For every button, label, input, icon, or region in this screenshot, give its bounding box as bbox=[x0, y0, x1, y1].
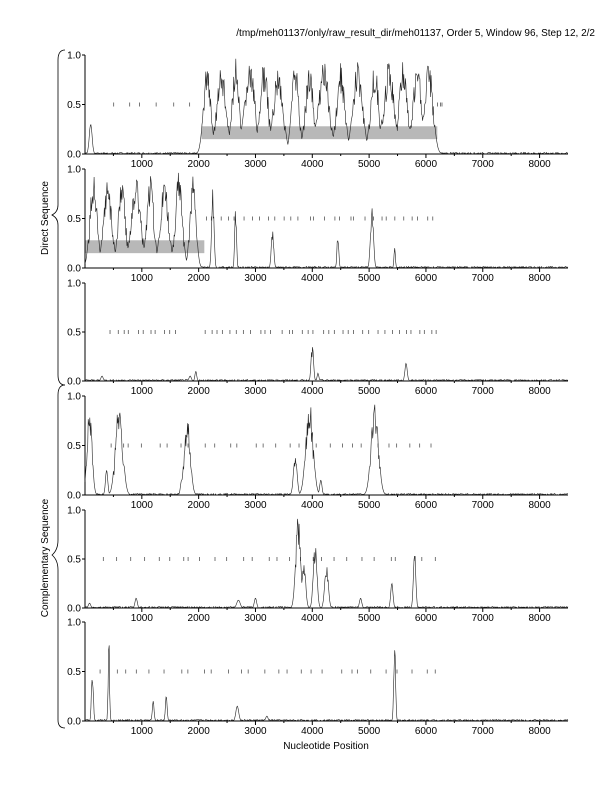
direct-sequence-label bbox=[40, 50, 65, 385]
x-tick-label: 4000 bbox=[301, 726, 324, 737]
y-tick-label: 0.5 bbox=[67, 667, 81, 678]
panels bbox=[67, 51, 568, 738]
x-tick-label: 6000 bbox=[414, 500, 438, 511]
x-tick-label: 5000 bbox=[357, 726, 381, 737]
probability-trace bbox=[85, 405, 568, 495]
x-tick-label: 4000 bbox=[301, 386, 324, 397]
probability-trace bbox=[85, 645, 568, 721]
x-tick-label: 3000 bbox=[244, 500, 267, 511]
y-tick-label: 1.0 bbox=[67, 278, 81, 290]
highlight-band bbox=[201, 126, 437, 139]
probability-trace bbox=[85, 347, 568, 381]
y-tick-label: 0.5 bbox=[67, 214, 81, 225]
y-tick-label: 1.0 bbox=[67, 505, 81, 517]
x-tick-label: 1000 bbox=[130, 159, 153, 170]
x-tick-label: 5000 bbox=[357, 273, 381, 284]
x-tick-label: 2000 bbox=[187, 613, 210, 624]
probability-trace bbox=[85, 519, 568, 608]
x-tick-label: 8000 bbox=[528, 500, 551, 511]
y-tick-label: 1.0 bbox=[67, 617, 81, 629]
x-axis-label: Nucleotide Position bbox=[283, 741, 369, 752]
x-tick-label: 3000 bbox=[244, 726, 267, 737]
x-tick-label: 1000 bbox=[130, 613, 153, 624]
panel-6 bbox=[67, 618, 568, 738]
x-tick-label: 5000 bbox=[357, 500, 381, 511]
probability-trace bbox=[85, 59, 568, 154]
x-tick-label: 2000 bbox=[187, 500, 210, 511]
figure-title: /tmp/meh01137/only/raw_result_dir/meh01137, Order 5, Window 96, Step 12, 2/2 bbox=[236, 28, 595, 39]
y-tick-label: 0.0 bbox=[67, 603, 81, 615]
panel-4 bbox=[67, 392, 568, 512]
y-tick-label: 1.0 bbox=[67, 50, 81, 62]
x-tick-label: 1000 bbox=[130, 500, 153, 511]
y-tick-label: 0.5 bbox=[67, 100, 81, 111]
x-tick-label: 8000 bbox=[528, 613, 551, 624]
x-tick-label: 7000 bbox=[471, 273, 494, 284]
x-tick-label: 7000 bbox=[471, 386, 494, 397]
x-tick-label: 6000 bbox=[414, 386, 438, 397]
x-tick-label: 5000 bbox=[357, 159, 381, 170]
y-tick-label: 0.0 bbox=[67, 490, 81, 502]
x-tick-label: 8000 bbox=[528, 273, 551, 284]
x-tick-label: 1000 bbox=[130, 386, 153, 397]
y-tick-label: 0.0 bbox=[67, 263, 81, 275]
x-tick-label: 2000 bbox=[187, 273, 210, 284]
probability-trace bbox=[85, 173, 568, 268]
x-tick-label: 1000 bbox=[130, 273, 153, 284]
x-tick-label: 4000 bbox=[301, 159, 324, 170]
x-tick-label: 2000 bbox=[187, 159, 210, 170]
x-tick-label: 3000 bbox=[244, 159, 267, 170]
x-tick-label: 8000 bbox=[528, 159, 551, 170]
panel-5 bbox=[67, 506, 568, 625]
x-tick-label: 5000 bbox=[357, 613, 381, 624]
x-tick-label: 7000 bbox=[471, 613, 494, 624]
x-tick-label: 7000 bbox=[471, 726, 494, 737]
x-tick-label: 8000 bbox=[528, 386, 551, 397]
panel-2 bbox=[67, 165, 568, 285]
x-tick-label: 4000 bbox=[301, 273, 324, 284]
x-tick-label: 8000 bbox=[528, 726, 551, 737]
direct-brace bbox=[52, 50, 65, 385]
x-tick-label: 1000 bbox=[130, 726, 153, 737]
complementary-brace bbox=[52, 385, 65, 728]
x-tick-label: 6000 bbox=[414, 159, 438, 170]
x-tick-label: 3000 bbox=[244, 613, 267, 624]
y-tick-label: 0.5 bbox=[67, 554, 81, 566]
x-tick-label: 6000 bbox=[414, 613, 438, 624]
x-tick-label: 7000 bbox=[471, 500, 494, 511]
x-tick-label: 3000 bbox=[244, 386, 267, 397]
x-tick-label: 4000 bbox=[301, 500, 324, 511]
y-tick-label: 0.5 bbox=[67, 441, 81, 452]
x-tick-label: 2000 bbox=[187, 386, 210, 397]
y-tick-label: 0.0 bbox=[67, 716, 81, 728]
x-tick-label: 4000 bbox=[301, 613, 324, 624]
x-tick-label: 7000 bbox=[471, 159, 494, 170]
x-tick-label: 6000 bbox=[414, 273, 438, 284]
x-tick-label: 3000 bbox=[244, 273, 267, 284]
y-tick-label: 0.0 bbox=[67, 376, 81, 388]
panel-3 bbox=[67, 279, 568, 398]
direct-sequence-text: Direct Sequence bbox=[40, 181, 51, 255]
panel-1 bbox=[67, 51, 568, 171]
complementary-sequence-label bbox=[40, 385, 65, 728]
x-tick-label: 6000 bbox=[414, 726, 438, 737]
complementary-sequence-text: Complementary Sequence bbox=[40, 498, 51, 618]
x-tick-label: 2000 bbox=[187, 726, 210, 737]
y-tick-label: 0.0 bbox=[67, 149, 81, 161]
x-tick-label: 5000 bbox=[357, 386, 381, 397]
y-tick-label: 0.5 bbox=[67, 327, 81, 339]
y-tick-label: 1.0 bbox=[67, 391, 81, 403]
y-tick-label: 1.0 bbox=[67, 164, 81, 176]
